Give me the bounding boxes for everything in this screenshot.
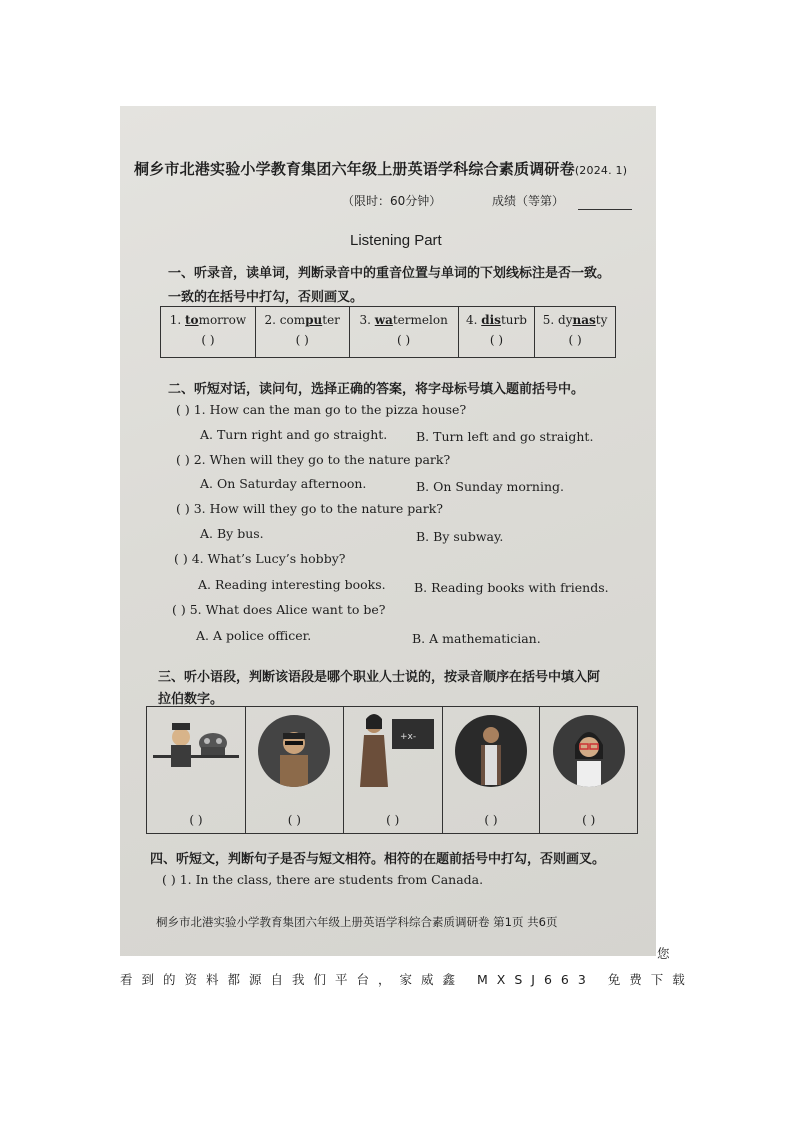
answer-paren[interactable]: ( )	[397, 333, 411, 347]
answer-paren[interactable]: ( )	[582, 813, 596, 827]
score-label: 成绩（等第）	[492, 194, 565, 208]
occupation-pictures	[146, 706, 638, 834]
teacher-icon	[344, 707, 442, 797]
answer-paren[interactable]: ( )	[568, 333, 582, 347]
q1-option-a: A. Turn right and go straight.	[200, 427, 388, 442]
listening-part-title: Listening Part	[350, 232, 442, 249]
q4-option-b: B. Reading books with friends.	[414, 580, 609, 595]
exam-photo	[120, 106, 656, 956]
teacher-picture	[344, 707, 443, 833]
word-cell-4	[458, 307, 534, 358]
section2-instruction: 二、听短对话，读问句，选择正确的答案，将字母标号填入题前括号中。	[168, 382, 585, 397]
word-stress: pu	[305, 313, 323, 327]
word-stress-table	[160, 306, 616, 358]
word-num: 1.	[169, 313, 186, 327]
time-limit: （限时：60分钟）	[342, 194, 442, 208]
question-2: ( ) 2. When will they go to the nature park?	[176, 452, 451, 467]
scientist-icon	[553, 715, 625, 787]
question-1: ( ) 1. How can the man go to the pizza house?	[176, 402, 467, 417]
answer-paren[interactable]: ( )	[484, 813, 498, 827]
word-stress: to	[185, 313, 199, 327]
word-cell-3	[349, 307, 458, 358]
exam-title	[134, 158, 627, 179]
q4-option-a: A. Reading interesting books.	[198, 577, 386, 592]
answer-paren[interactable]: ( )	[201, 333, 215, 347]
section1-instruction-2: 一致的在括号中打勾，否则画叉。	[168, 290, 364, 305]
q5-option-a: A. A police officer.	[196, 628, 312, 643]
word-stress: wa	[374, 313, 393, 327]
doctor-picture	[443, 707, 541, 833]
q2-option-a: A. On Saturday afternoon.	[200, 476, 367, 491]
question-4: ( ) 4. What’s Lucy’s hobby?	[174, 551, 346, 566]
answer-paren[interactable]: ( )	[287, 813, 301, 827]
word-num: 5.	[542, 313, 559, 327]
q2-option-b: B. On Sunday morning.	[416, 479, 564, 494]
answer-paren[interactable]: ( )	[489, 333, 504, 347]
mechanic-picture	[246, 707, 344, 833]
svg-text:+x-: +x-	[399, 732, 416, 742]
title-text: 桐乡市北港实验小学教育集团六年级上册英语学科综合素质调研卷	[134, 160, 575, 178]
word-cell-2	[255, 307, 349, 358]
word-pre: dy	[558, 313, 573, 327]
word-stress: dis	[481, 313, 501, 327]
word-num: 4.	[465, 313, 482, 327]
word-cell-5	[535, 307, 616, 358]
q1-option-b: B. Turn left and go straight.	[416, 429, 594, 444]
word-rest: ter	[322, 313, 340, 327]
answer-paren[interactable]: ( )	[189, 813, 203, 827]
section3-instruction-2: 拉伯数字。	[158, 692, 224, 707]
word-rest: termelon	[392, 313, 448, 327]
section4-instruction: 四、听短文，判断句子是否与短文相符。相符的在题前括号中打勾，否则画叉。	[150, 852, 606, 867]
answer-paren[interactable]: ( )	[295, 333, 309, 347]
word-rest: turb	[500, 313, 527, 327]
q3-option-a: A. By bus.	[200, 526, 264, 541]
section3-instruction-1: 三、听小语段，判断该语段是哪个职业人士说的，按录音顺序在括号中填入阿	[158, 670, 601, 685]
doctor-icon	[455, 715, 527, 787]
answer-paren[interactable]: ( )	[386, 813, 400, 827]
police-officer-picture	[147, 707, 246, 833]
section1-instruction-1: 一、听录音，读单词，判断录音中的重音位置与单词的下划线标注是否一致。	[168, 266, 611, 281]
section4-question-1: ( ) 1. In the class, there are students from Canada.	[162, 872, 484, 887]
word-stress: nas	[572, 313, 596, 327]
word-pre: com	[279, 313, 306, 327]
scientist-picture	[540, 707, 637, 833]
score-blank	[578, 209, 632, 210]
question-3: ( ) 3. How will they go to the nature park?	[176, 501, 443, 516]
promo-line: 看到的资料都源自我们平台，家威鑫 MXSJ663 免费下载	[120, 972, 694, 987]
police-icon	[147, 707, 245, 787]
word-num: 3.	[359, 313, 375, 327]
q3-option-b: B. By subway.	[416, 529, 504, 544]
exam-year: (2024. 1)	[574, 164, 628, 177]
question-5: ( ) 5. What does Alice want to be?	[172, 602, 386, 617]
word-rest: ty	[595, 313, 608, 327]
page-footer: 桐乡市北港实验小学教育集团六年级上册英语学科综合素质调研卷 第1页 共6页	[156, 915, 558, 929]
q5-option-b: B. A mathematician.	[412, 631, 541, 646]
word-num: 2.	[264, 313, 280, 327]
word-rest: morrow	[198, 313, 247, 327]
mechanic-icon	[258, 715, 330, 787]
promo-tail: 您	[657, 946, 670, 961]
word-cell-1	[161, 307, 256, 358]
